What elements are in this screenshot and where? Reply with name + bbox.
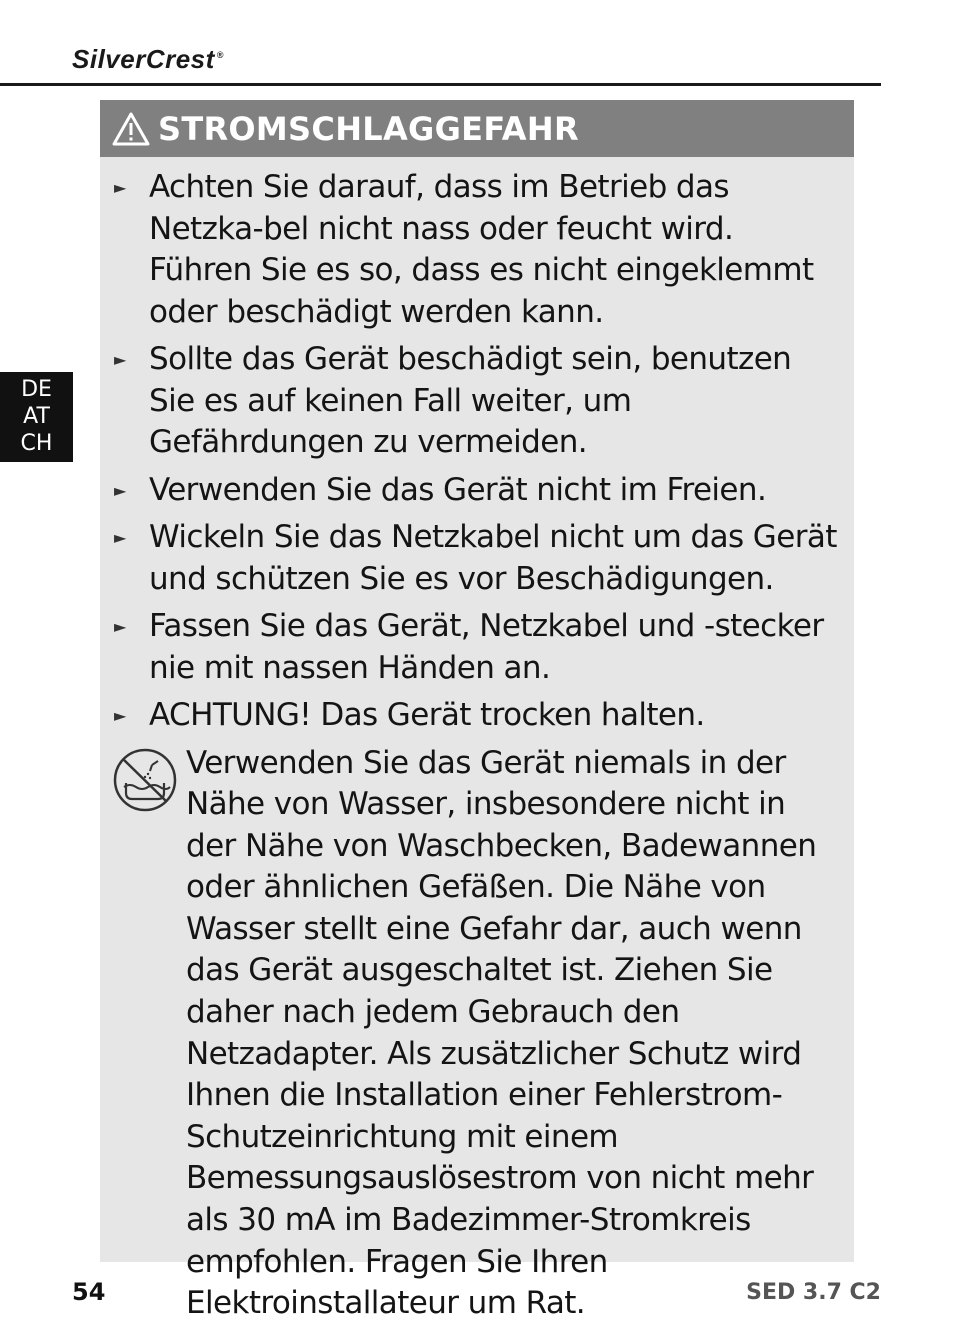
warning-header	[100, 100, 854, 157]
bullet-arrow-icon: ►	[114, 617, 126, 636]
list-item	[100, 695, 854, 737]
list-item	[100, 167, 854, 333]
bullet-arrow-icon: ►	[114, 528, 126, 547]
water-warning-text: Verwenden Sie das Gerät niemals in der Nähe von Wasser, insbesondere nicht in der Nähe von Waschbecken, Badewannen oder ähnlichen Gefäßen. Die Nähe von Wasser stellt eine Gefahr dar, auch wenn das Gerät ausgeschaltet ist. Ziehen Sie daher nach jedem Gebrauch den Netzadapter. Als zusätzlicher Schutz wird Ihnen die Installation einer Fehlerstrom-Schutzeinrichtung mit einem Bemessungsauslösestrom von nicht mehr als 30 mA im Badezimmer-Stromkreis empfohlen. Fragen Sie Ihren Elektroinstallateur um Rat.	[186, 744, 817, 1322]
list-item	[100, 470, 854, 512]
list-item	[100, 517, 854, 600]
list-item	[100, 606, 854, 689]
warning-bullet-list	[100, 157, 854, 737]
water-warning-block	[100, 743, 854, 1325]
language-code: DE	[21, 377, 52, 402]
bullet-arrow-icon: ►	[114, 480, 126, 500]
language-tab	[0, 372, 73, 462]
language-code: CH	[20, 431, 53, 456]
header-rule	[0, 83, 881, 86]
brand-logo	[72, 44, 224, 75]
bullet-arrow-icon: ►	[114, 178, 126, 197]
list-item	[100, 339, 854, 464]
model-number: SED 3.7 C2	[746, 1280, 881, 1305]
bullet-text: Wickeln Sie das Netzkabel nicht um das Gerät und schützen Sie es vor Beschädigungen.	[149, 519, 837, 597]
brand-name: SilverCrest	[72, 44, 215, 74]
bullet-text: Verwenden Sie das Gerät nicht im Freien.	[149, 471, 767, 508]
bullet-arrow-icon: ►	[114, 706, 126, 725]
no-water-bath-icon	[112, 747, 178, 813]
warning-title: STROMSCHLAGGEFAHR	[158, 109, 579, 148]
bullet-text: Achten Sie darauf, dass im Betrieb das Netzka-bel nicht nass oder feucht wird. Führen Sie es so, dass es nicht eingeklemmt oder beschädigt werden kann.	[149, 169, 814, 330]
bullet-arrow-icon: ►	[114, 350, 126, 369]
language-code: AT	[23, 404, 50, 429]
warning-triangle-icon	[112, 112, 150, 146]
bullet-text: Sollte das Gerät beschädigt sein, benutzen Sie es auf keinen Fall weiter, um Gefährdungen zu vermeiden.	[149, 341, 792, 460]
page-number: 54	[72, 1278, 106, 1306]
bullet-text: Fassen Sie das Gerät, Netzkabel und -stecker nie mit nassen Händen an.	[149, 608, 824, 686]
bullet-text: ACHTUNG! Das Gerät trocken halten.	[149, 697, 705, 733]
brand-registered-mark: ®	[216, 50, 224, 61]
